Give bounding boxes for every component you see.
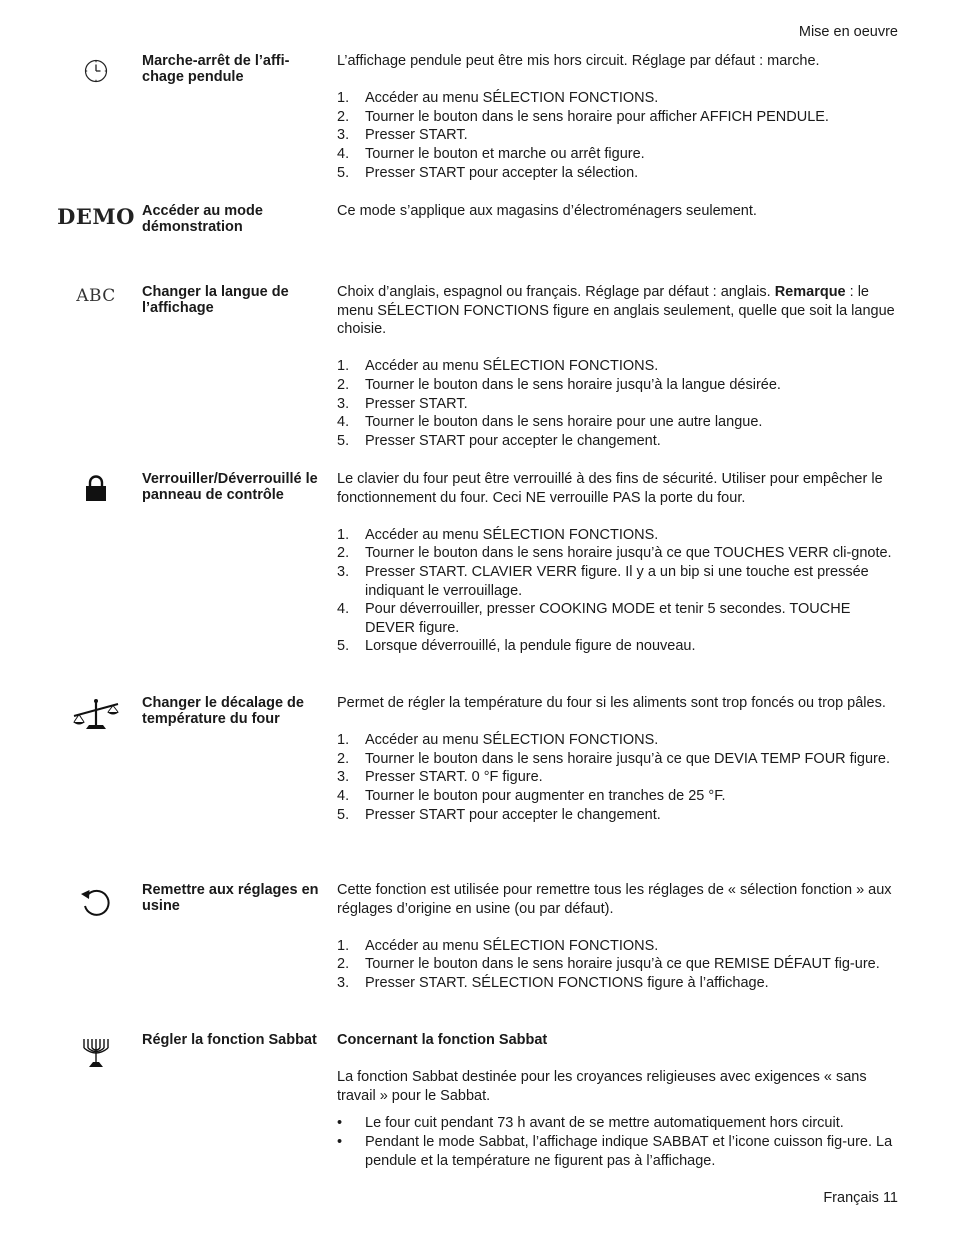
- lock-icon: [70, 474, 122, 502]
- steps-list: [337, 731, 899, 824]
- list-item: 4. Pour déverrouiller, presser COOKING MODE et tenir 5 secondes. TOUCHE DEVER figure.: [337, 601, 851, 636]
- list-item: 4. Tourner le bouton pour augmenter en tranches de 25 °F.: [337, 787, 726, 804]
- running-header: Mise en oeuvre: [798, 24, 898, 40]
- section-title-reset: Remettre aux réglages en usine: [142, 882, 319, 914]
- list-item: 5. Presser START pour accepter la sélection.: [337, 164, 639, 181]
- list-item: 1. Accéder au menu SÉLECTION FONCTIONS.: [337, 358, 659, 375]
- list-item: 4. Tourner le bouton et marche ou arrêt figure.: [337, 145, 645, 162]
- section-title-language: Changer la langue de l’affichage: [142, 284, 289, 316]
- intro-text: L’affichage pendule peut être mis hors circuit. Réglage par défaut : marche.: [337, 53, 820, 69]
- intro-text: Ce mode s’applique aux magasins d’électroménagers seulement.: [337, 203, 757, 219]
- section-title-demo: Accéder au mode démonstration: [142, 203, 263, 235]
- steps-list: [337, 937, 899, 993]
- abc-language-icon: ABC: [76, 286, 116, 306]
- intro-text: Le clavier du four peut être verrouillé à des fins de sécurité. Utiliser pour empêcher le fonctionnement du four. Ceci NE verrouille PAS la porte du four.: [337, 471, 883, 506]
- list-item: 3. Presser START.: [337, 395, 468, 412]
- list-item: 5. Lorsque déverrouillé, la pendule figure de nouveau.: [337, 638, 696, 655]
- list-item: 4. Tourner le bouton dans le sens horaire pour une autre langue.: [337, 414, 763, 431]
- list-item: 1. Accéder au menu SÉLECTION FONCTIONS.: [337, 90, 659, 107]
- list-item: 2. Tourner le bouton dans le sens horaire jusqu’à ce que DEVIA TEMP FOUR figure.: [337, 750, 890, 767]
- intro-text: Permet de régler la température du four si les aliments sont trop foncés ou trop pâles.: [337, 695, 886, 711]
- intro-text: La fonction Sabbat destinée pour les croyances religieuses avec exigences « sans travail » pour le Sabbat.: [337, 1069, 867, 1104]
- clock-icon: [70, 58, 122, 84]
- section-body-demo: [337, 202, 899, 221]
- list-item: • Pendant le mode Sabbat, l’affichage indique SABBAT et l’icone cuisson fig-ure. La pendule et la température ne figurent pas à l’affichage.: [337, 1133, 893, 1169]
- section-title-temp-offset: Changer le décalage de température du four: [142, 695, 304, 727]
- demo-icon: DEMO: [57, 204, 135, 229]
- section-body-language: [337, 283, 899, 450]
- list-item: 1. Accéder au menu SÉLECTION FONCTIONS.: [337, 732, 659, 749]
- intro-text: Cette fonction est utilisée pour remettre tous les réglages de « sélection fonction » aux réglages d’origine en usine (ou par défaut).: [337, 882, 892, 917]
- steps-list: [337, 357, 899, 450]
- list-item: 2. Tourner le bouton dans le sens horaire pour afficher AFFICH PENDULE.: [337, 108, 829, 125]
- bullet-list: [337, 1114, 899, 1170]
- section-body-sabbath: [337, 1031, 899, 1170]
- section-body-lock: [337, 470, 899, 656]
- list-item: 3. Presser START. SÉLECTION FONCTIONS figure à l’affichage.: [337, 974, 769, 991]
- list-item: 3. Presser START.: [337, 127, 468, 144]
- list-item: 3. Presser START. 0 °F figure.: [337, 769, 543, 786]
- section-title-lock: Verrouiller/Déverrouillé le panneau de contrôle: [142, 471, 318, 503]
- reset-icon: [70, 886, 122, 920]
- page-number: Français 11: [823, 1190, 898, 1206]
- steps-list: [337, 89, 899, 182]
- list-item: 3. Presser START. CLAVIER VERR figure. Il y a un bip si une touche est pressée indiquant le verrouillage.: [337, 563, 869, 599]
- list-item: 2. Tourner le bouton dans le sens horaire jusqu’à ce que TOUCHES VERR cli-gnote.: [337, 545, 892, 562]
- list-item: 1. Accéder au menu SÉLECTION FONCTIONS.: [337, 937, 659, 954]
- section-title-sabbath: Régler la fonction Sabbat: [142, 1032, 317, 1048]
- scale-icon: [70, 696, 122, 732]
- list-item: 2. Tourner le bouton dans le sens horaire jusqu’à ce que REMISE DÉFAUT fig-ure.: [337, 956, 880, 973]
- list-item: 2. Tourner le bouton dans le sens horaire jusqu’à la langue désirée.: [337, 376, 781, 393]
- menorah-icon: [70, 1036, 122, 1070]
- steps-list: [337, 526, 899, 656]
- section-title-clock: Marche-arrêt de l’affi-chage pendule: [142, 53, 290, 85]
- list-item: 1. Accéder au menu SÉLECTION FONCTIONS.: [337, 526, 659, 543]
- section-body-reset: [337, 881, 899, 993]
- subheading: Concernant la fonction Sabbat: [337, 1032, 548, 1048]
- intro-text: Choix d’anglais, espagnol ou français. Réglage par défaut : anglais. Remarque : le menu SÉLECTION FONCTIONS figure en anglais seulement, quelle que soit la langue choisie.: [337, 284, 895, 338]
- list-item: 5. Presser START pour accepter le changement.: [337, 432, 661, 449]
- section-body-clock: [337, 52, 899, 182]
- list-item: • Le four cuit pendant 73 h avant de se mettre automatiquement hors circuit.: [337, 1115, 844, 1132]
- section-body-temp-offset: [337, 694, 899, 824]
- list-item: 5. Presser START pour accepter le changement.: [337, 806, 661, 823]
